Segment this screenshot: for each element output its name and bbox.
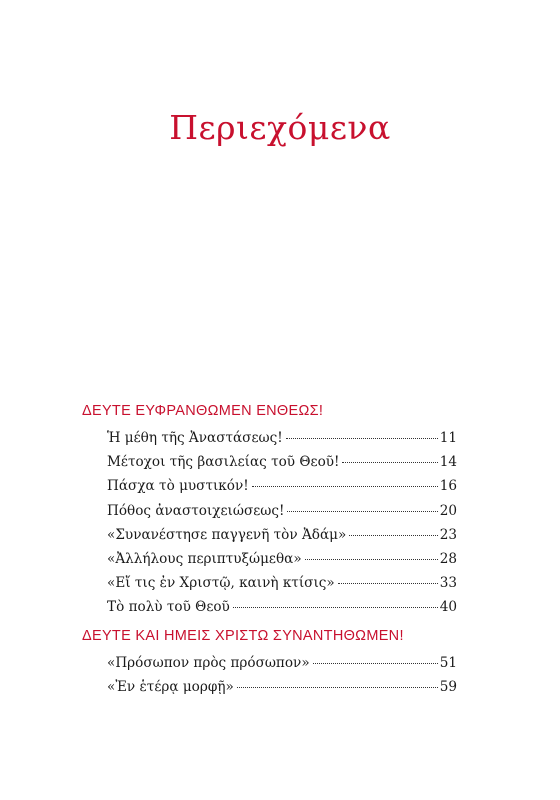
toc-entry[interactable] [107, 426, 457, 450]
toc-entry-page: 11 [439, 430, 457, 446]
toc-entry-page: 16 [439, 478, 457, 495]
dot-leader [286, 438, 438, 439]
dot-leader [342, 462, 437, 463]
toc-entry-page: 23 [439, 526, 457, 543]
toc-entry[interactable] [107, 595, 457, 619]
toc-entry-page: 59 [439, 679, 457, 696]
toc-entry-title: «Ἐν ἑτέρᾳ μορφῇ» [107, 679, 234, 696]
dot-leader [252, 486, 438, 487]
section-heading: ΔΕΥΤΕ ΚΑΙ ΗΜΕΙΣ ΧΡΙΣΤΩ ΣΥΝΑΝΤΗΘΩΜΕΝ! [82, 628, 404, 644]
toc-entry-title: Μέτοχοι τῆς βασιλείας τοῦ Θεοῦ! [107, 454, 340, 471]
toc-entry-title: Πόθος ἀναστοιχειώσεως! [107, 502, 285, 519]
toc-entry-title: «Πρόσωπον πρὸς πρόσωπον» [107, 655, 310, 671]
toc-entry-title: Τὸ πολὺ τοῦ Θεοῦ [107, 599, 230, 616]
toc-entry-title: «Συνανέστησε παγγενῆ τὸν Ἀδάμ» [107, 526, 347, 543]
toc-section-1 [107, 426, 457, 620]
toc-entry[interactable] [107, 675, 457, 699]
toc-entry-page: 33 [439, 575, 457, 592]
dot-leader [338, 583, 438, 584]
toc-entry[interactable] [107, 651, 457, 675]
dot-leader [305, 559, 438, 560]
dot-leader [287, 511, 437, 512]
toc-entry-page: 14 [439, 454, 457, 471]
toc-entry-page: 20 [439, 502, 457, 519]
dot-leader [349, 535, 437, 536]
toc-entry[interactable] [107, 499, 457, 523]
page-title: Περιεχόμενα [169, 108, 391, 147]
dot-leader [237, 687, 438, 688]
toc-entry[interactable] [107, 450, 457, 474]
toc-entry-title: Πάσχα τὸ μυστικόν! [107, 478, 249, 495]
dot-leader [313, 663, 438, 664]
toc-entry-title: Ἡ μέθη τῆς Ἀναστάσεως! [107, 430, 283, 446]
section-heading: ΔΕΥΤΕ ΕΥΦΡΑΝΘΩΜΕΝ ΕΝΘΕΩΣ! [82, 403, 324, 419]
toc-section-2 [107, 651, 457, 699]
toc-entry[interactable] [107, 523, 457, 547]
dot-leader [233, 607, 438, 608]
toc-entry[interactable] [107, 547, 457, 571]
toc-entry-page: 51 [439, 655, 457, 671]
toc-entry-page: 28 [439, 550, 457, 567]
toc-entry[interactable] [107, 571, 457, 595]
toc-entry-title: «Εἴ τις ἐν Χριστῷ, καινὴ κτίσις» [107, 575, 335, 592]
toc-entry[interactable] [107, 474, 457, 498]
toc-entry-page: 40 [439, 599, 457, 616]
toc-entry-title: «Ἀλλήλους περιπτυξώμεθα» [107, 550, 302, 567]
